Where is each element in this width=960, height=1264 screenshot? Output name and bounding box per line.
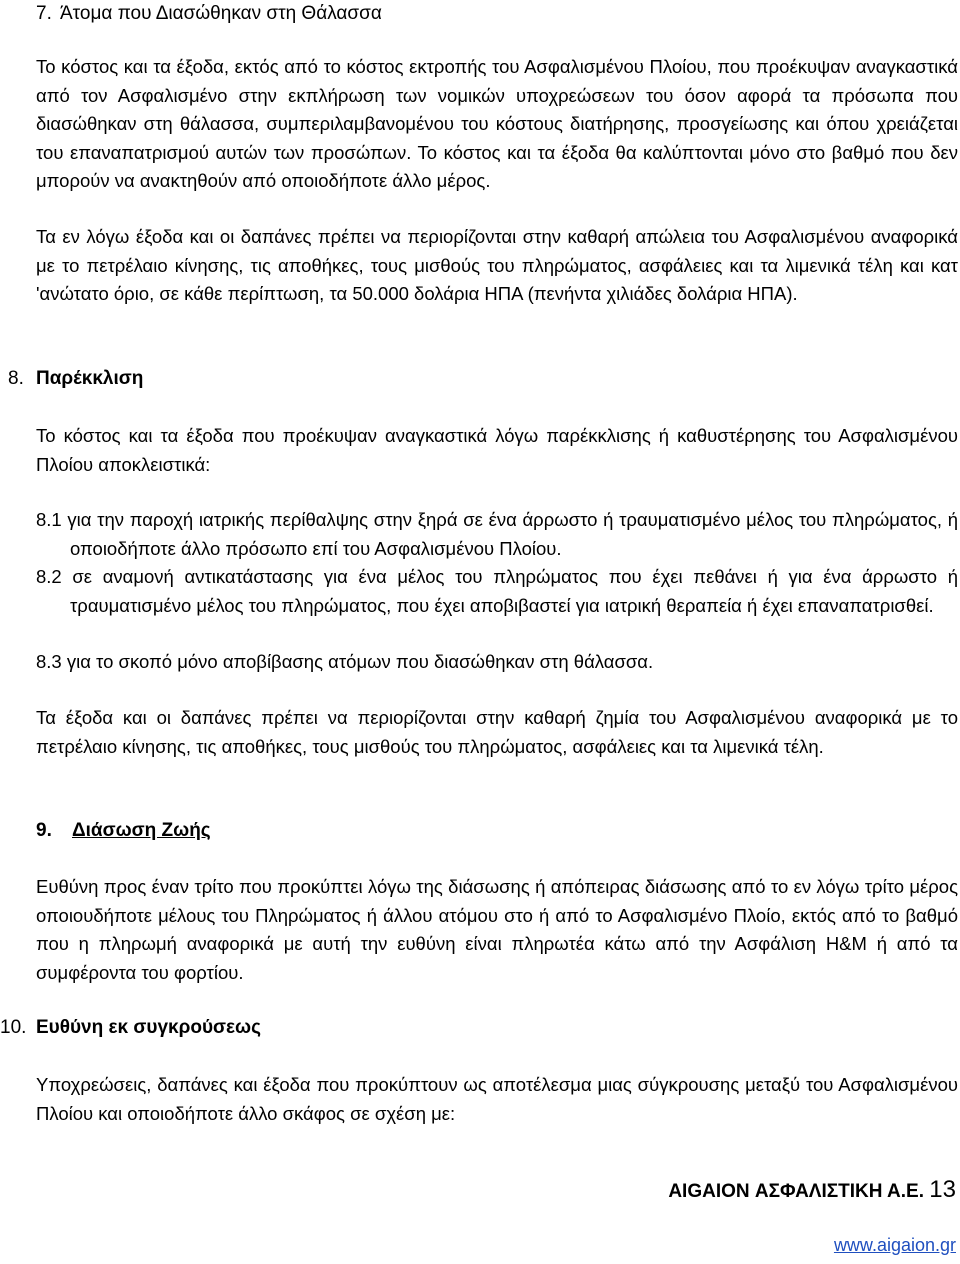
section-8-title: Παρέκκλιση bbox=[36, 368, 144, 389]
section-8-item-1: 8.1 για την παροχή ιατρικής περίθαλψης στην ξηρά σε ένα άρρωστο ή τραυματισμένο μέλος του πληρώματος, ή οποιοδήποτε άλλο πρόσωπο επί του Ασφαλισμένου Πλοίου. bbox=[36, 509, 958, 559]
section-10-paragraph: Υποχρεώσεις, δαπάνες και έξοδα που προκύπτουν ως αποτέλεσμα μιας σύγκρουσης μεταξύ του Ασφαλισμένου Πλοίου και οποιοδήποτε άλλο σκάφος σε σχέση με: bbox=[36, 1074, 958, 1124]
section-7-paragraph-1: Το κόστος και τα έξοδα, εκτός από το κόστος εκτροπής του Ασφαλισμένου Πλοίου, που προέκυψαν αναγκαστικά από τον Ασφαλισμένο στην εκπλήρωση των νομικών υποχρεώσεων του όσον αφορά τα πρόσωπα που διασώθηκαν στη θάλασσα, συμπεριλαμβανομένου του κόστους διατήρησης, προσγείωσης και όπου χρειάζεται του επαναπατρισμού αυτών των προσώπων. Το κόστος και τα έξοδα θα καλύπτονται μόνο στο βαθμό που δεν μπορούν να ανακτηθούν από οποιοδήποτε άλλο μέρος. bbox=[36, 56, 958, 191]
section-9-paragraph: Ευθύνη προς έναν τρίτο που προκύπτει λόγω της διάσωσης ή απόπειρας διάσωσης από το εν λόγω τρίτο μέρος οποιουδήποτε μέλους του Πληρώματος ή άλλου ατόμου στο ή από το Ασφαλισμένο Πλοίο, εκτός από το βαθμό που η πληρωμή αναφορικά με αυτή την ευθύνη είναι πληρωτέα κάτω από την Ασφάλιση H&M ή από τα συμφέροντα του φορτίου. bbox=[36, 876, 958, 983]
footer-company bbox=[668, 1175, 956, 1207]
section-7-heading bbox=[36, 0, 382, 28]
section-8-intro: Το κόστος και τα έξοδα που προέκυψαν αναγκαστικά λόγω παρέκκλισης ή καθυστέρησης του Ασφαλισμένου Πλοίου αποκλειστικά: bbox=[36, 425, 958, 475]
section-9-title: Διάσωση Ζωής bbox=[72, 820, 211, 841]
section-9-heading bbox=[36, 817, 211, 845]
section-8-number: 8. bbox=[8, 368, 24, 389]
footer-website-link[interactable]: www.aigaion.gr bbox=[833, 1235, 956, 1255]
section-10-number: 10. bbox=[0, 1017, 27, 1038]
section-8-closing: Τα έξοδα και οι δαπάνες πρέπει να περιορίζονται στην καθαρή ζημία του Ασφαλισμένου αναφορικά με το πετρέλαιο κίνησης, τις αποθήκες, τους μισθούς του πληρώματος, ασφάλειες και τα λιμενικά τέλη. bbox=[36, 707, 958, 757]
section-10-heading bbox=[0, 1014, 261, 1042]
footer-company-name: AIGAION ΑΣΦΑΛΙΣΤΙΚΗ Α.Ε. bbox=[668, 1181, 925, 1202]
section-8-heading bbox=[8, 365, 144, 393]
section-10-title: Ευθύνη εκ συγκρούσεως bbox=[36, 1017, 261, 1038]
section-7-paragraph-2: Τα εν λόγω έξοδα και οι δαπάνες πρέπει να περιορίζονται στην καθαρή απώλεια του Ασφαλισμένου αναφορικά με το πετρέλαιο κίνησης, τις αποθήκες, τους μισθούς του πληρώματος, ασφάλειες και τα λιμενικά τέλη και κατ 'ανώτατο όριο, σε κάθε περίπτωση, τα 50.000 δολάρια ΗΠΑ (πενήντα χιλιάδες δολάρια ΗΠΑ). bbox=[36, 226, 958, 304]
section-9-number: 9. bbox=[36, 820, 52, 841]
section-8-item-2: 8.2 σε αναμονή αντικατάστασης για ένα μέλος του πληρώματος που έχει πεθάνει ή για ένα άρρωστο ή τραυματισμένο μέλος του πληρώματος, που έχει αποβιβαστεί για ιατρική θεραπεία ή έχει επαναπατρισθεί. bbox=[36, 566, 958, 616]
section-8-item-3: 8.3 για το σκοπό μόνο αποβίβασης ατόμων που διασώθηκαν στη θάλασσα. bbox=[36, 651, 654, 672]
section-7-number: 7. bbox=[36, 3, 52, 24]
section-7-title: Άτομα που Διασώθηκαν στη Θάλασσα bbox=[60, 3, 382, 24]
page-number: 13 bbox=[929, 1176, 956, 1203]
